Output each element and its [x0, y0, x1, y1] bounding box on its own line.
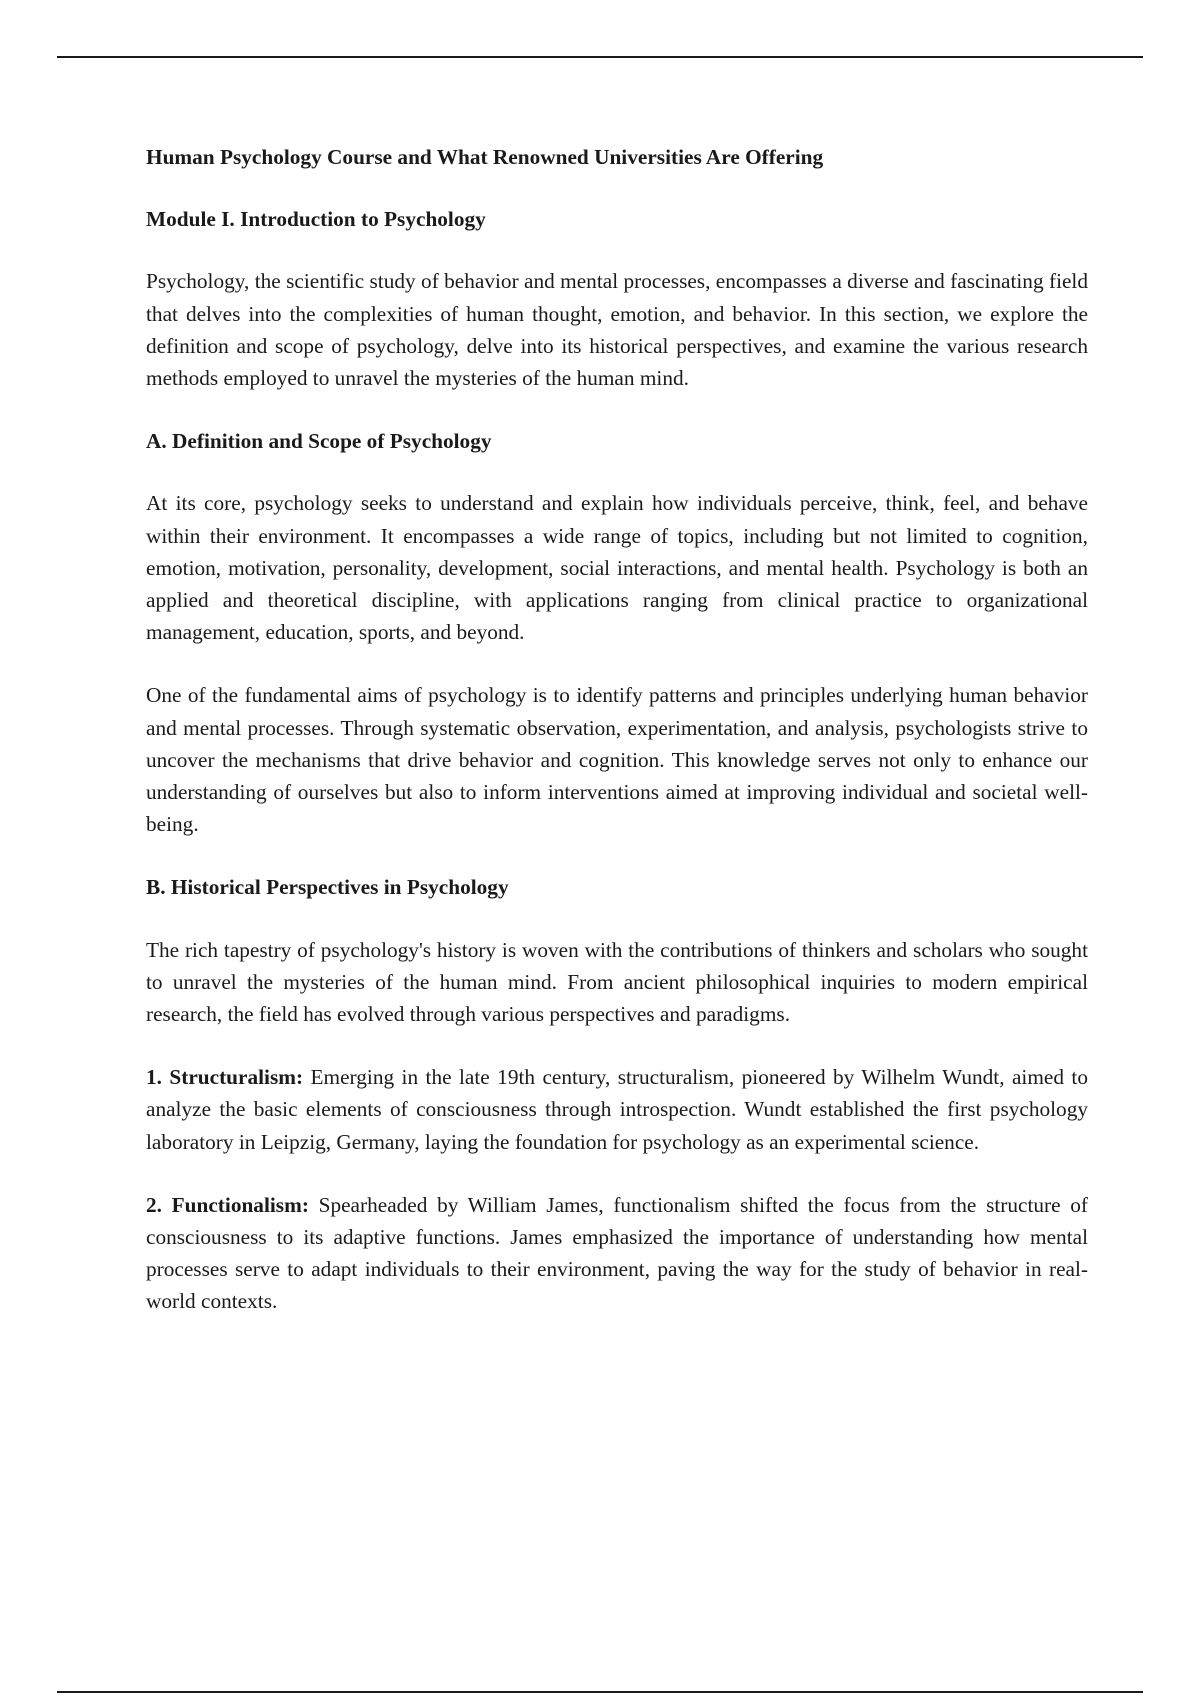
- document-title: Human Psychology Course and What Renowned Universities Are Offering: [146, 145, 824, 169]
- bottom-rule: [57, 1691, 1143, 1693]
- section-b-intro: The rich tapestry of psychology's history is woven with the contributions of thinkers and scholars who sought to unravel the mysteries of the human mind. From ancient philosophical inquiries to modern empirical research, the field has evolved through various perspectives and paradigms.: [146, 937, 1088, 1027]
- module-heading: Module I. Introduction to Psychology: [146, 207, 486, 232]
- section-b-heading: B. Historical Perspectives in Psychology: [146, 875, 509, 900]
- structuralism-label: 1. Structuralism:: [146, 1065, 304, 1090]
- functionalism-text: Spearheaded by William James, functionalism shifted the focus from the structure of consciousness to its adaptive functions. James emphasized the importance of understanding how mental processes serve to adapt individuals to their environment, paving the way for the study of behavior in real-world contexts.: [146, 1192, 1088, 1314]
- top-rule: [57, 56, 1143, 58]
- section-a-paragraph-2: One of the fundamental aims of psychology is to identify patterns and principles underlying human behavior and mental processes. Through systematic observation, experimentation, and analysis, psychologists strive to uncover the mechanisms that drive behavior and cognition. This knowledge serves not only to enhance our understanding of ourselves but also to inform interventions aimed at improving individual and societal well-being.: [146, 683, 1088, 837]
- structuralism-text: Emerging in the late 19th century, structuralism, pioneered by Wilhelm Wundt, aimed to analyze the basic elements of consciousness through introspection. Wundt established the first psychology laboratory in Leipzig, Germany, laying the foundation for psychology as an experimental science.: [146, 1065, 1088, 1154]
- document-body: [146, 141, 1088, 1349]
- functionalism-item: [146, 1189, 1088, 1318]
- section-a-paragraph-1: At its core, psychology seeks to understand and explain how individuals perceive, think, feel, and behave within their environment. It encompasses a wide range of topics, including but not limited to cognition, emotion, motivation, personality, development, social interactions, and mental health. Psychology is both an applied and theoretical discipline, with applications ranging from clinical practice to organizational management, education, sports, and beyond.: [146, 491, 1088, 645]
- functionalism-label: 2. Functionalism:: [146, 1192, 309, 1217]
- structuralism-item: [146, 1061, 1088, 1158]
- section-a-heading: A. Definition and Scope of Psychology: [146, 429, 492, 454]
- intro-paragraph: Psychology, the scientific study of behavior and mental processes, encompasses a diverse and fascinating field that delves into the complexities of human thought, emotion, and behavior. In this section, we explore the definition and scope of psychology, delve into its historical perspectives, and examine the various research methods employed to unravel the mysteries of the human mind.: [146, 269, 1088, 391]
